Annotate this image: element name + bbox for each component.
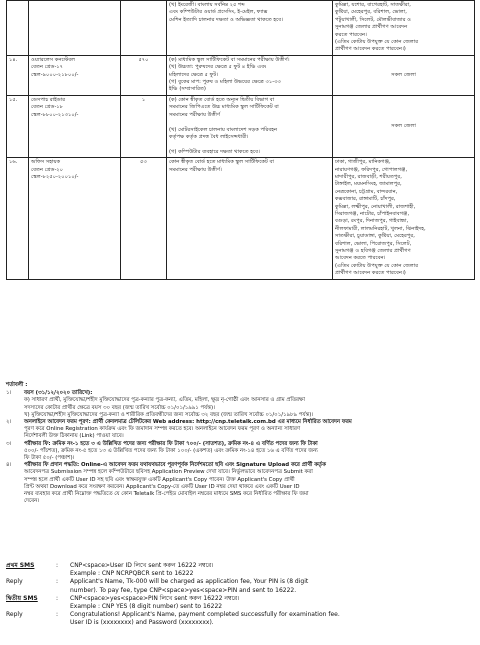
table-row [7,1,475,56]
requirements-cell [167,1,333,56]
term-line: ফি টাকা ৫০/- (পঞ্চাশ)। [24,455,75,462]
term-line: পরীক্ষার ফি: ক্রমিক নং-১ হতে ৩ এ উল্লিখিত পদের জন্য পরীক্ষার ফি টাকা ৭০০/- (সাতশত), ক্রমিক নং-৪ এ বর্ণিত পদের জন্য ফি টাকা [24,440,318,447]
term-item [6,462,474,505]
term-line: নম্বর ব্যবহার করে প্রার্থী নিম্নোক্ত পদ্ধতিতে যে কোন Teletalk প্রি-পেইড মোবাইল নম্বরের মাধ্যমে SMS করে নির্ধারিত পরীক্ষার ফি জমা [24,491,309,498]
term-body [24,462,474,505]
vacancy-count-cell: ৫৭০ [121,55,167,95]
post-name-cell [29,158,121,280]
eligible-districts-cell [333,95,475,157]
term-number: ২। [6,419,12,426]
sms-row [6,578,474,594]
post-line: বেতন গ্রেড-২০ [31,166,64,173]
sms-text [70,562,474,578]
eligible-districts-cell [333,55,475,95]
term-line: সম্পন্ন হলে প্রার্থী একটি User ID সহ ছবি এবং স্বাক্ষরযুক্ত একটি Applicant's Copy পাবেন। উক্ত Applicant's Copy প্রার্থী [24,476,295,483]
district-line: সুনামগঞ্জ ও হবিগঞ্জ জেলার প্রার্থীগণ [335,248,411,254]
district-line: প্রার্থীগণ আবেদন করতে পারবেন।) [335,270,406,277]
post-name-cell [29,95,121,157]
term-line: ক) সাধারণ প্রার্থী, মুক্তিযোদ্ধা/শহীদ মুক্তিযোদ্ধাদের পুত্র-কন্যার পুত্র-কন্যা, এতিম, মহিলা, ক্ষুদ্র নৃ-গোষ্ঠী এবং আনসার ও গ্রাম প্রতিরক্ষা [24,397,305,404]
requirement-line: (গ) কম্পিউটার ব্যবহারে দক্ষতা থাকতে হবে। [169,148,260,155]
vacancy-count-cell: ৫৩ [121,158,167,280]
sms-label: দ্বিতীয় SMS [6,594,38,602]
term-number: ৩। [6,440,12,447]
sms-line: number). To pay fee, type CNP<space>yes<space>PIN and sent to 16222. [70,586,297,594]
district-line: কুষ্টিয়া, মেহেরপুর, বরিশাল, ভোলা, [335,9,407,16]
term-line: বয়স (৩১/১২/২০২০ তারিখে): [24,390,93,397]
post-line: স্কেল-৯০০০-২১৮০০/- [31,71,79,78]
term-body [24,441,474,463]
post-line: অফিস সহায়ক [31,159,61,166]
requirement-line: (গ) বুকের মাপ: পুরুষ ও মহিলা উভয়ের ক্ষেত্রে ৩১-৩৩ [169,79,281,86]
sms-line: Example : CNP YES (8 digit number) sent to 16222 [70,603,223,611]
requirement-line: সমমানের পরীক্ষায় উত্তীর্ণ [169,111,221,118]
requirement-line: এবং কম্পিউটার ওয়ার্ড প্রসেসিং, ই-মেইল, ফ্যাক্স [169,9,268,16]
district-line: নীলফামারী, লালমনিরহাট, খুলনা, ঝিনাইদহ, [335,225,426,232]
requirement-line: সমমানের পরীক্ষায় উত্তীর্ণ। [169,166,222,173]
term-line: পরীক্ষার ফি প্রদান পদ্ধতি: Online-এ আবেদন ফরম যথাযথভাবে পূরণপূর্বক নির্দেশমতো ছবি এবং Signature Upload করে প্রার্থী কর্তৃক [24,462,326,469]
post-line: স্কেল-৮২৫০-২০০১০/- [31,173,79,180]
term-line: ৫০০/- পাঁচশত), ক্রমিক নং-৫ হতে ১৩ এ উল্লিখিত পদের জন্য ফি টাকা ১০০/- (একশত) এবং ক্রমিক নং-১৪ হতে ১৬ এ বর্ণিত পদের জন্য [24,447,318,454]
sms-label: Reply [6,578,23,586]
requirements-cell [167,55,333,95]
term-item [6,390,474,419]
post-number-cell [7,1,29,56]
post-number-cell: ১৫. [7,95,29,157]
district-line: ঢাকা, গাজীপুর, মানিকগঞ্জ, [335,159,391,166]
post-number-cell: ১৪. [7,55,29,95]
district-line: বগুড়া, রংপুর, দিনাজপুর, গাইবান্ধা, [335,218,409,225]
district-line: মাদারীপুর, রাজবাড়ী, শরীয়তপুর, [335,173,402,180]
term-item [6,441,474,463]
district-line: করতে পারবেন। [335,31,367,38]
post-number-cell: ১৬. [7,158,29,280]
table-row [7,55,475,95]
post-line: বেতন গ্রেড-১৮ [31,104,64,111]
sms-row [6,611,474,627]
district-line: নারায়ণগঞ্জ, ফরিদপুর, গোপালগঞ্জ, [335,166,408,173]
requirement-line: কোন স্বীকৃত বোর্ড হতে মাধ্যমিক স্কুল সার্টিফিকেট বা [169,159,274,166]
table-row [7,95,475,157]
requirement-line [169,119,330,126]
sms-colon: : [56,562,59,569]
post-name-cell [29,1,121,56]
term-line: প্রিন্ট অথবা Download করে সংরক্ষণ করবেন। Applicant's Copy-তে একটি User ID নম্বর দেয়া থাকবে এবং একটি User ID [24,483,300,490]
term-item [6,419,474,441]
requirement-line: মহিলাদের ক্ষেত্রে ৫ ফুট। [169,71,219,78]
term-line: আবেদনপত্র Submission সম্পন্ন হলে কম্পিউটারে ছবিসহ Application Preview দেখা যাবে। নির্ভুলভাবে আবেদনপত্র Submit করা [24,469,313,476]
sms-line: Example : CNP NCRPQBCR sent to 16222 [70,570,194,578]
sms-row [6,595,474,611]
post-line: বেতন গ্রেড-১৭ [31,64,64,71]
requirements-cell [167,95,333,157]
requirement-line: (ক) কোন স্বীকৃত বোর্ড হতে অন্যূন দ্বিতীয় বিভাগ বা [169,96,275,103]
post-line: ডেসপাচ রাইডার [31,96,66,103]
vacancy-count-cell [121,1,167,56]
district-line: কুমিল্লা, লক্ষ্মীপুর, নোয়াখালী, রাজশাহী, [335,203,416,210]
term-number: ৪। [6,462,12,469]
term-line: পূরণ করে Online Registration কার্যক্রম এবং ফি জমাদান সম্পন্ন করতে হবে। অনলাইনে আবেদন ফরম পূরণ ও অন্যান্য সাধারণ [24,426,301,433]
sms-colon: : [56,578,59,586]
post-line: স্কেল-৮৮০০-২১৩১০/- [31,111,79,118]
requirements-cell [167,158,333,280]
sms-label: প্রথম SMS [6,562,35,569]
terms-section [6,382,474,505]
sms-line: Congratulations! Applicant's Name, payment completed successfully for examination fee. [70,611,340,619]
table-row [7,158,475,280]
term-body [24,390,474,419]
post-name-cell [29,55,121,95]
district-line: সিরাজগঞ্জ, নাটোর, চাঁপাইনবাবগঞ্জ, [335,210,410,217]
district-line: সকল জেলা [391,71,416,78]
terms-list [6,390,474,505]
sms-row [6,562,474,578]
term-line: নির্দেশাবলী উক্ত ঠিকানায় (Link) পাওয়া যাবে। [24,433,124,440]
sms-colon: : [56,594,59,602]
district-line: সুনামগঞ্জ জেলার প্রার্থীগণ আবেদন [335,24,408,31]
requirement-line: মেশিন ইত্যাদি চালনার দক্ষতা ও অভিজ্ঞতা থাকতে হবে। [169,16,283,23]
district-line: টাঙ্গাইল, ময়মনসিংহ, জামালপুর, [335,181,402,188]
requirement-line [169,141,330,148]
requirement-line: (খ) উচ্চতা: পুরুষদের ক্ষেত্রে ৫ ফুট ৪ ইঞ্চি এবং [169,64,267,71]
sms-text [70,611,474,627]
sms-line: Applicant's Name, Tk-000 will be charged as application fee, Your PIN is (8 digit [70,578,309,586]
term-number: ১। [6,390,12,397]
requirement-line: (খ) মোটরসাইকেল চালনায় বাংলাদেশ সড়ক পরিবহন [169,126,278,133]
term-line: অনলাইনে আবেদন ফরম পূরণ: প্রার্থী কেবলমাত্র টেলিটকের Web address: http://cnp.teletalk.com.bd এর মাধ্যমে নির্ধারিত আবেদন ফরম [24,419,352,426]
requirement-line: ইঞ্চি (সম্প্রসারিত) [169,86,206,93]
sms-text [70,578,474,594]
job-table-body [7,1,475,280]
sms-line: User ID is (xxxxxxxx) and Password (xxxxxxxx). [70,619,214,627]
sms-line: CNP<space>User ID লিখে sent করুন 16222 নম্বরে। [70,562,214,569]
district-line: (এতিম কোটায় উপযুক্ত যে কোন জেলার [335,39,419,46]
sms-colon: : [56,611,59,619]
term-line: সদস্যদের কোটার প্রার্থীর ক্ষেত্রে বয়স ৩০ বছর (জন্ম তারিখ সর্বোচ্চ ০১/০১/১৯৯১ পর্যন্ত)। [24,404,215,411]
district-line: কক্সবাজার, রাঙ্গামাটি, চাঁদপুর, [335,196,396,203]
term-line: খ) মুক্তিযোদ্ধা/শহীদ মুক্তিযোদ্ধাদের পুত্র-কন্যা ও শারীরিক প্রতিবন্ধীদের জন্য সর্বোচ্চ ৩২ বছর (জন্ম তারিখ সর্বোচ্চ ০১/০১/১৯৮৯ পর্যন্ত)। [24,411,314,418]
district-line: বরিশাল, ভোলা, পিরোজপুর, সিলেট, [335,240,412,247]
eligible-districts-cell [333,158,475,280]
sms-instructions [6,562,474,628]
vacancy-count-cell: ১ [121,95,167,157]
district-line: সকল জেলা [391,122,416,129]
requirement-line: সমমানের জিপিএতে উচ্চ মাধ্যমিক স্কুল সার্টিফিকেট বা [169,104,279,111]
term-line: দেবেন। [24,498,40,505]
district-line: (এতিম কোটায় উপযুক্ত যে কোন জেলার [335,262,419,269]
district-line: সাতক্ষীরা, চুয়াডাঙ্গা, কুষ্টিয়া, মেহেরপুর, [335,233,415,240]
sms-label: Reply [6,611,23,619]
district-line: প্রার্থীগণ আবেদন করতে পারবেন।) [335,46,406,53]
post-line: ওয়্যারলেস কনস্টেবল [31,56,76,63]
terms-heading: শর্তাবলী : [6,382,28,388]
job-table [6,0,475,280]
term-body [24,419,474,441]
district-line: পটুয়াখালী, সিলেট, মৌলভীবাজার ও [335,16,411,23]
sms-line: CNP<space>yes<space>PIN লিখে sent করুন 16222 নম্বরে। [70,594,240,602]
sms-text [70,595,474,611]
requirement-line: কর্তৃপক্ষ কর্তৃক প্রদত্ত বৈধ লাইসেন্সধারী। [169,133,249,140]
eligible-districts-cell [333,1,475,56]
district-line: কুমিল্লা, যশোর, বাগেরহাট, সাতক্ষীরা, [335,2,411,8]
district-line: নেত্রকোনা, চট্টগ্রাম, বান্দরবান, [335,188,398,195]
requirement-line: (খ) ইংরেজী। বাংলায় সর্বনিম্ন ২৫ শব্দ [169,2,245,8]
district-line: আবেদন করতে পারবেন। [335,255,386,262]
requirement-line: (ক) মাধ্যমিক স্কুল সার্টিফিকেট বা সমমানের পরীক্ষায় উত্তীর্ণ। [169,56,290,63]
